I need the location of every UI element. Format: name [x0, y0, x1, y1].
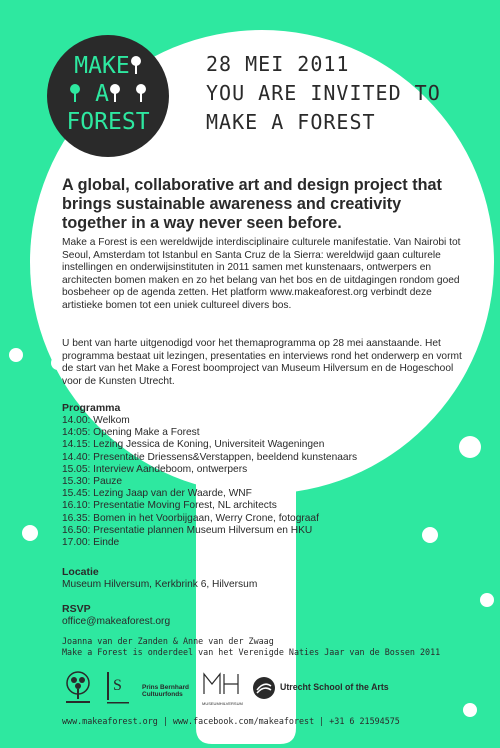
logo-word-a: A [95, 81, 109, 107]
decor-dot [9, 348, 23, 362]
headline-make-a-forest: MAKE A FOREST [206, 110, 376, 134]
invitation-paragraph: U bent van harte uitgenodigd voor het themaprogramma op 28 mei aanstaande. Het programma bestaat uit lezingen, presentaties en interviews rond het onderwerp en vormt de start van het Make a Forest boomproject van Museum Hilversum en de Hogeschool voor de Kunsten Utrecht. [62, 338, 462, 387]
museum-hilversum-text: MUSEUMHILVERSUM [202, 701, 243, 706]
decor-dot [22, 525, 38, 541]
decor-dot [480, 593, 494, 607]
organizers: Joanna van der Zanden & Anne van der Zwaag [62, 636, 274, 646]
make-a-forest-logo [47, 35, 169, 157]
locatie-value: Museum Hilversum, Kerkbrink 6, Hilversum [62, 579, 258, 590]
headline-date: 28 MEI 2011 [206, 52, 350, 76]
list-item: 15.30: Pauze [62, 476, 123, 488]
credits [62, 636, 440, 658]
decor-dot [422, 527, 438, 543]
list-item: 16.10: Presentatie Moving Forest, NL architects [62, 500, 277, 512]
list-item: 15.05: Interview Aandeboom, ontwerpers [62, 463, 248, 475]
logo-word-forest: FOREST [66, 109, 150, 135]
tree-emblem-logo [62, 670, 94, 706]
list-item: 15.45: Lezing Jaap van der Waarde, WNF [62, 488, 252, 500]
partner-logos [62, 670, 452, 706]
list-item: 17.00: Einde [62, 537, 120, 549]
list-item: 14.15: Lezing Jessica de Koning, Universiteit Wageningen [62, 439, 325, 451]
decor-dot [459, 436, 481, 458]
invitation-headline [206, 50, 441, 137]
programma-title: Programma [62, 402, 121, 414]
rsvp-email[interactable]: office@makeaforest.org [62, 616, 171, 627]
headline-invited: YOU ARE INVITED TO [206, 81, 441, 105]
cultuurfonds-line2: Cultuurfonds [142, 691, 183, 698]
svg-text:S: S [113, 677, 122, 694]
decor-dot [463, 703, 477, 717]
cultuurfonds-logo [142, 670, 202, 720]
programma-list [62, 415, 357, 549]
rsvp-title: RSVP [62, 603, 91, 615]
locatie-title: Locatie [62, 566, 99, 578]
cultuurfonds-line1: Prins Bernhard [142, 684, 189, 691]
list-item: 14.40: Presentatie Driessens&Verstappen, beeldend kunstenaars [62, 451, 358, 463]
hku-text: Utrecht School of the Arts [280, 682, 389, 692]
logo-word-make: MAKE [74, 53, 130, 79]
museum-hilversum-logo [202, 670, 246, 706]
ministry-logo [104, 670, 132, 706]
hku-logo [252, 670, 452, 706]
intro-paragraph: Make a Forest is een wereldwijde interdisciplinaire culturele manifestatie. Van Nairobi tot Seoul, Amsterdam tot Istanbul en Santa Cruz de la Sierra: wereldwijd gaan culturele instellingen en onderwijsinstituten in 2011 samen met kunstenaars, ontwerpers en architecten bomen maken en zo het belang van het bos en de uitdagingen rondom goed bosbeheer op de agenda zetten. Het platform www.makeaforest.org verbindt deze artistieke bomen tot een uniek cultureel divers bos. [62, 237, 461, 311]
list-item: 16.35: Bomen in het Voorbijgaan, Werry Crone, fotograaf [62, 512, 319, 524]
un-year-note: Make a Forest is onderdeel van het Verenigde Naties Jaar van de Bossen 2011 [62, 647, 441, 657]
footer-contact[interactable]: www.makeaforest.org | www.facebook.com/makeaforest | +31 6 21594575 [62, 716, 400, 726]
list-item: 14.00: Welkom [62, 415, 130, 426]
list-item: 16.50: Presentatie plannen Museum Hilversum en HKU [62, 524, 313, 536]
lead-text: A global, collaborative art and design project that brings sustainable awareness and creativity together in a way never seen before. [62, 176, 442, 232]
list-item: 14:05: Opening Make a Forest [62, 427, 200, 439]
